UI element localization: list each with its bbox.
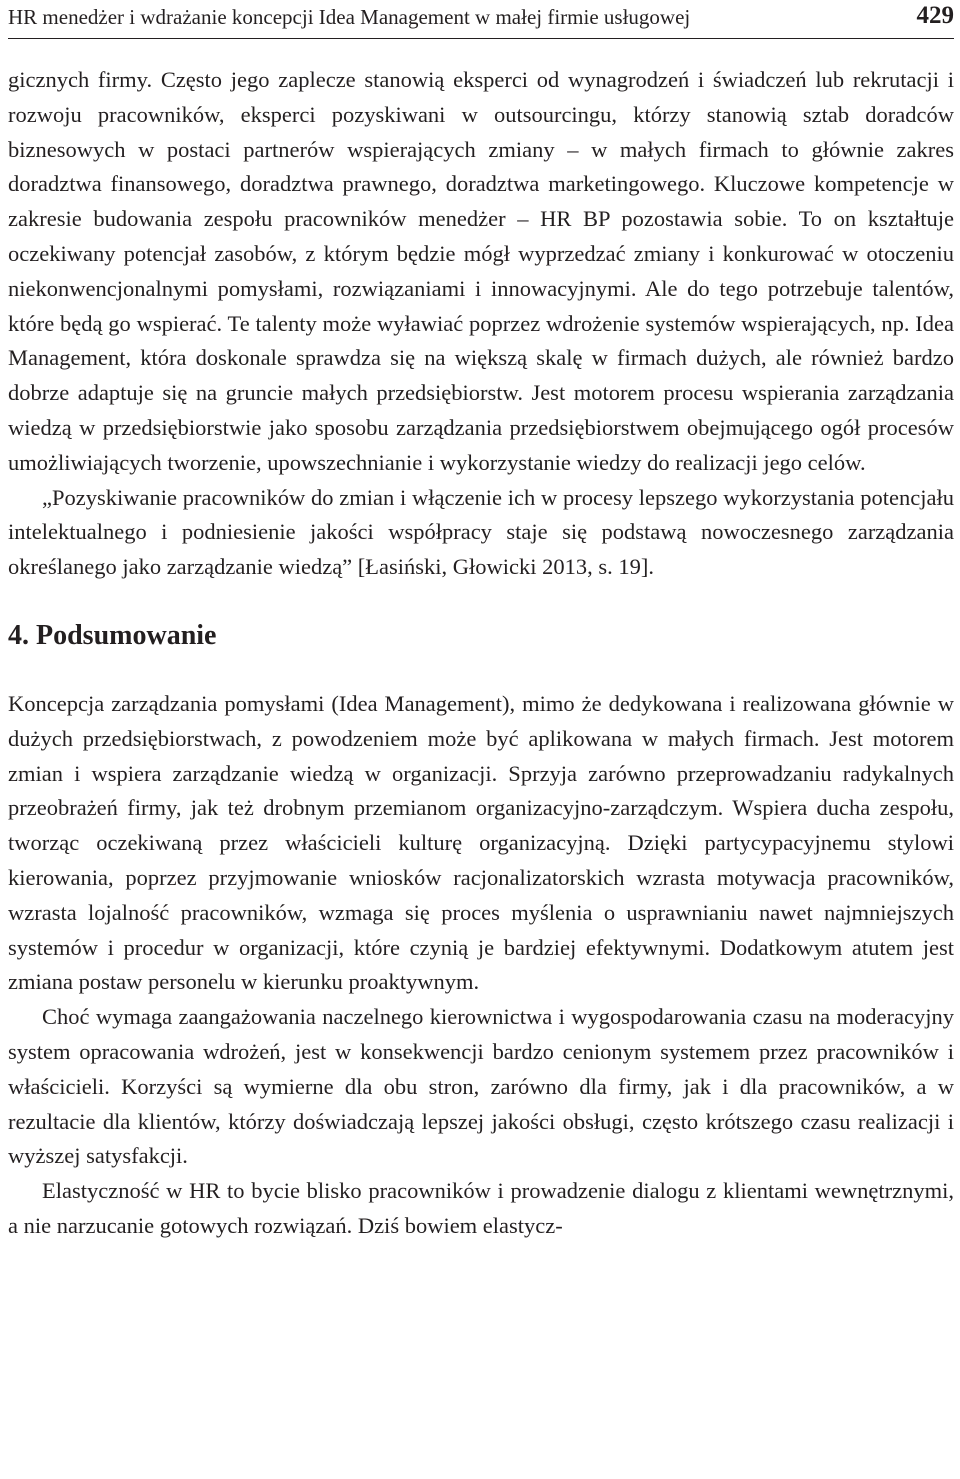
paragraph: gicznych firmy. Często jego zaplecze stanowią eksperci od wynagrodzeń i świadczeń lub rekrutacji i rozwoju pracowników, eksperci pozyskiwani w outsourcingu, którzy stanowią sztab doradców biznesowych w postaci partnerów wspierających zmiany – w małych firmach to głównie zakres doradztwa finansowego, doradztwa prawnego, doradztwa marketingowego. Kluczowe kompetencje w zakresie budowania zespołu pracowników menedżer – HR BP pozostawia sobie. To on kształtuje oczekiwany potencjał zasobów, z którym będzie mógł wyprzedzać zmiany i konkurować w otoczeniu niekonwencjonalnymi pomysłami, rozwiązaniami i innowacyjnymi. Ale do tego potrzebuje talentów, które będą go wspierać. Te talenty może wyławiać poprzez wdrożenie systemów wspierających, np. Idea Management, która doskonale sprawdza się na większą skalę w firmach dużych, ale również bardzo dobrze adaptuje się na gruncie małych przedsiębiorstw. Jest motorem procesu wspierania zarządzania wiedzą w przedsiębiorstwie jako sposobu zarządzania przedsiębiorstwem obejmującego ogół procesów umożliwiających tworzenie, upowszechnianie i wykorzystanie wiedzy do realizacji jego celów. xyxy=(8,67,954,475)
page-number: 429 xyxy=(916,2,954,29)
running-header xyxy=(8,0,954,39)
paragraph: Choć wymaga zaangażowania naczelnego kierownictwa i wygospodarowania czasu na moderacyjny system opracowania wdrożeń, jest w konsekwencji bardzo cenionym systemem przez pracowników i właścicieli. Korzyści są wymierne dla obu stron, zarówno dla firmy, jak i dla pracowników, a w rezultacie dla klientów, którzy doświadczają lepszej jakości obsługi, często krótszego czasu realizacji i wyższej satysfakcji. xyxy=(8,1004,954,1169)
body-text xyxy=(8,63,954,1244)
paragraph: Elastyczność w HR to bycie blisko pracowników i prowadzenie dialogu z klientami wewnętrznymi, a nie narzucanie gotowych rozwiązań. Dziś bowiem elastycz- xyxy=(8,1178,954,1238)
paragraph: Koncepcja zarządzania pomysłami (Idea Management), mimo że dedykowana i realizowana głównie w dużych przedsiębiorstwach, z powodzeniem może być aplikowana w małych firmach. Jest motorem zmian i wspiera zarządzanie wiedzą w organizacji. Sprzyja zarówno przeprowadzaniu radykalnych przeobrażeń firmy, jak też drobnym przemianom organizacyjno-zarządczym. Wspiera ducha zespołu, tworząc oczekiwaną przez właścicieli kulturę organizacyjną. Dzięki partycypacyjnemu stylowi kierowania, poprzez przyjmowanie wniosków racjonalizatorskich wzrasta motywacja pracowników, wzrasta lojalność pracowników, wzmaga się proces myślenia o usprawnianiu nawet najmniejszych systemów i procedur w organizacji, które czynią je bardziej efektywnymi. Dodatkowym atutem jest zmiana postaw personelu w kierunku proaktywnym. xyxy=(8,690,954,995)
section-heading: 4. Podsumowanie xyxy=(8,619,217,651)
document-page xyxy=(8,0,954,1244)
running-title: HR menedżer i wdrażanie koncepcji Idea Management w małej firmie usługowej xyxy=(8,5,691,29)
quote-paragraph: „Pozyskiwanie pracowników do zmian i włączenie ich w procesy lepszego wykorzystania potencjału intelektualnego i podniesienie jakości współpracy staje się podstawą nowoczesnego zarządzania określanego jako zarządzanie wiedzą” [Łasiński, Głowicki 2013, s. 19]. xyxy=(8,484,954,580)
